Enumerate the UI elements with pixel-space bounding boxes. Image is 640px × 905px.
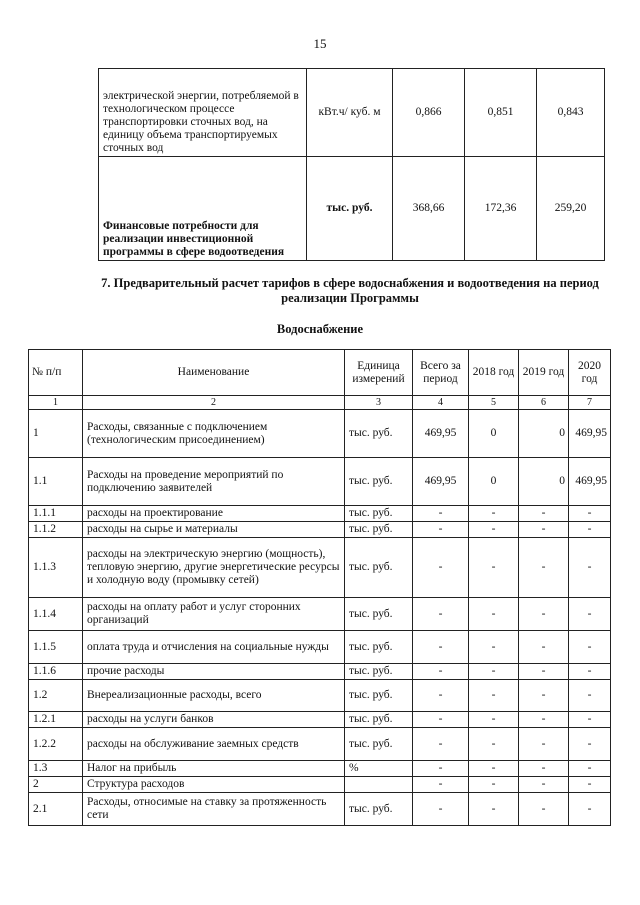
row-2019: - [519, 712, 569, 728]
table-row [29, 761, 611, 777]
row-2020: - [569, 664, 611, 680]
row-total: 469,95 [413, 410, 469, 458]
column-index-row [29, 396, 611, 410]
row-name: расходы на оплату работ и услуг сторонних организаций [83, 598, 345, 631]
row-unit: тыс. руб. [345, 598, 413, 631]
row-name: Внереализационные расходы, всего [83, 680, 345, 712]
row-total: - [413, 522, 469, 538]
col-index: 4 [413, 396, 469, 410]
row-value: 259,20 [537, 157, 605, 261]
row-2020: - [569, 631, 611, 664]
row-unit: тыс. руб. [345, 793, 413, 826]
row-2019: - [519, 522, 569, 538]
row-unit: кВт.ч/ куб. м [307, 69, 393, 157]
row-unit: тыс. руб. [307, 157, 393, 261]
row-name: прочие расходы [83, 664, 345, 680]
row-2020: - [569, 506, 611, 522]
table-row [29, 793, 611, 826]
row-name: расходы на обслуживание заемных средств [83, 728, 345, 761]
row-2019: - [519, 664, 569, 680]
row-total: - [413, 761, 469, 777]
row-2018: - [469, 598, 519, 631]
row-num: 1.1.4 [29, 598, 83, 631]
row-2019: - [519, 506, 569, 522]
row-total: - [413, 506, 469, 522]
row-2018: - [469, 506, 519, 522]
row-name: расходы на услуги банков [83, 712, 345, 728]
table-row [29, 410, 611, 458]
row-2018: - [469, 522, 519, 538]
row-total: - [413, 598, 469, 631]
row-unit: тыс. руб. [345, 458, 413, 506]
row-num: 1.1.6 [29, 664, 83, 680]
row-num: 1.2.1 [29, 712, 83, 728]
row-total: - [413, 793, 469, 826]
row-2019: - [519, 538, 569, 598]
row-2019: - [519, 680, 569, 712]
row-2019: - [519, 793, 569, 826]
row-num: 1.1.3 [29, 538, 83, 598]
row-num: 1.2 [29, 680, 83, 712]
row-name: Расходы, связанные с подключением (технологическим присоединением) [83, 410, 345, 458]
row-name: Расходы на проведение мероприятий по подключению заявителей [83, 458, 345, 506]
row-value: 172,36 [465, 157, 537, 261]
table-row [99, 69, 605, 157]
row-unit: тыс. руб. [345, 631, 413, 664]
row-unit: тыс. руб. [345, 680, 413, 712]
row-2018: - [469, 761, 519, 777]
row-num: 1.1 [29, 458, 83, 506]
row-total: - [413, 712, 469, 728]
row-total: - [413, 664, 469, 680]
row-2020: - [569, 793, 611, 826]
row-2019: 0 [519, 410, 569, 458]
row-2018: - [469, 631, 519, 664]
row-2020: - [569, 761, 611, 777]
row-value: 0,851 [465, 69, 537, 157]
row-2019: - [519, 761, 569, 777]
row-2018: - [469, 538, 519, 598]
row-2018: - [469, 777, 519, 793]
row-unit: тыс. руб. [345, 712, 413, 728]
row-2020: 469,95 [569, 410, 611, 458]
table-row [29, 631, 611, 664]
table-row [29, 777, 611, 793]
row-2020: - [569, 680, 611, 712]
row-num: 1.1.1 [29, 506, 83, 522]
row-total: 469,95 [413, 458, 469, 506]
tariff-table [28, 349, 611, 826]
row-2020: - [569, 538, 611, 598]
row-name: расходы на проектирование [83, 506, 345, 522]
table-row [29, 522, 611, 538]
row-total: - [413, 538, 469, 598]
row-2019: - [519, 777, 569, 793]
row-total: - [413, 728, 469, 761]
table-row [99, 157, 605, 261]
row-2018: - [469, 728, 519, 761]
row-name: Расходы, относимые на ставку за протяженность сети [83, 793, 345, 826]
row-2020: - [569, 712, 611, 728]
table-row [29, 728, 611, 761]
table-row [29, 506, 611, 522]
row-2018: - [469, 712, 519, 728]
row-2018: 0 [469, 410, 519, 458]
table-header-row [29, 350, 611, 396]
row-2020: - [569, 522, 611, 538]
row-name: Налог на прибыль [83, 761, 345, 777]
header-2019: 2019 год [519, 350, 569, 396]
row-total: - [413, 631, 469, 664]
row-unit: % [345, 761, 413, 777]
row-total: - [413, 680, 469, 712]
table-row [29, 680, 611, 712]
section-heading: 7. Предварительный расчет тарифов в сфере водоснабжения и водоотведения на период реализации Программы [101, 276, 599, 305]
row-2019: - [519, 598, 569, 631]
row-name: Структура расходов [83, 777, 345, 793]
row-unit: тыс. руб. [345, 728, 413, 761]
row-value: 0,866 [393, 69, 465, 157]
subsection-heading: Водоснабжение [276, 322, 364, 336]
row-2019: - [519, 728, 569, 761]
table-row [29, 538, 611, 598]
row-name: оплата труда и отчисления на социальные нужды [83, 631, 345, 664]
col-index: 1 [29, 396, 83, 410]
row-2018: 0 [469, 458, 519, 506]
header-unit: Единица измерений [345, 350, 413, 396]
row-name: Финансовые потребности для реализации инвестиционной программы в сфере водоотведения [99, 157, 307, 261]
table-row [29, 664, 611, 680]
col-index: 2 [83, 396, 345, 410]
row-2019: - [519, 631, 569, 664]
row-num: 1.1.5 [29, 631, 83, 664]
row-num: 1.2.2 [29, 728, 83, 761]
row-unit: тыс. руб. [345, 664, 413, 680]
row-num: 2.1 [29, 793, 83, 826]
row-value: 0,843 [537, 69, 605, 157]
header-name: Наименование [83, 350, 345, 396]
row-unit: тыс. руб. [345, 410, 413, 458]
row-unit: тыс. руб. [345, 506, 413, 522]
row-num: 1.1.2 [29, 522, 83, 538]
row-num: 1 [29, 410, 83, 458]
row-2018: - [469, 680, 519, 712]
row-name: расходы на электрическую энергию (мощность), тепловую энергию, другие энергетические ресурсы и холодную воду (промывку сетей) [83, 538, 345, 598]
table-row [29, 598, 611, 631]
header-2018: 2018 год [469, 350, 519, 396]
row-name: расходы на сырье и материалы [83, 522, 345, 538]
row-num: 1.3 [29, 761, 83, 777]
row-unit: тыс. руб. [345, 522, 413, 538]
col-index: 3 [345, 396, 413, 410]
row-2020: - [569, 728, 611, 761]
row-unit: тыс. руб. [345, 538, 413, 598]
header-total: Всего за период [413, 350, 469, 396]
page-number: 15 [313, 36, 327, 51]
row-name: электрической энергии, потребляемой в технологическом процессе транспортировки сточных вод, на единицу объема транспортируемых сточных вод [99, 69, 307, 157]
row-num: 2 [29, 777, 83, 793]
row-2020: - [569, 598, 611, 631]
row-2018: - [469, 664, 519, 680]
col-index: 6 [519, 396, 569, 410]
row-2020: 469,95 [569, 458, 611, 506]
row-value: 368,66 [393, 157, 465, 261]
col-index: 7 [569, 396, 611, 410]
col-index: 5 [469, 396, 519, 410]
header-2020: 2020 год [569, 350, 611, 396]
row-2019: 0 [519, 458, 569, 506]
table-row [29, 458, 611, 506]
row-total: - [413, 777, 469, 793]
row-2018: - [469, 793, 519, 826]
header-num: № п/п [29, 350, 83, 396]
continuation-table [98, 68, 605, 261]
row-unit [345, 777, 413, 793]
table-row [29, 712, 611, 728]
row-2020: - [569, 777, 611, 793]
